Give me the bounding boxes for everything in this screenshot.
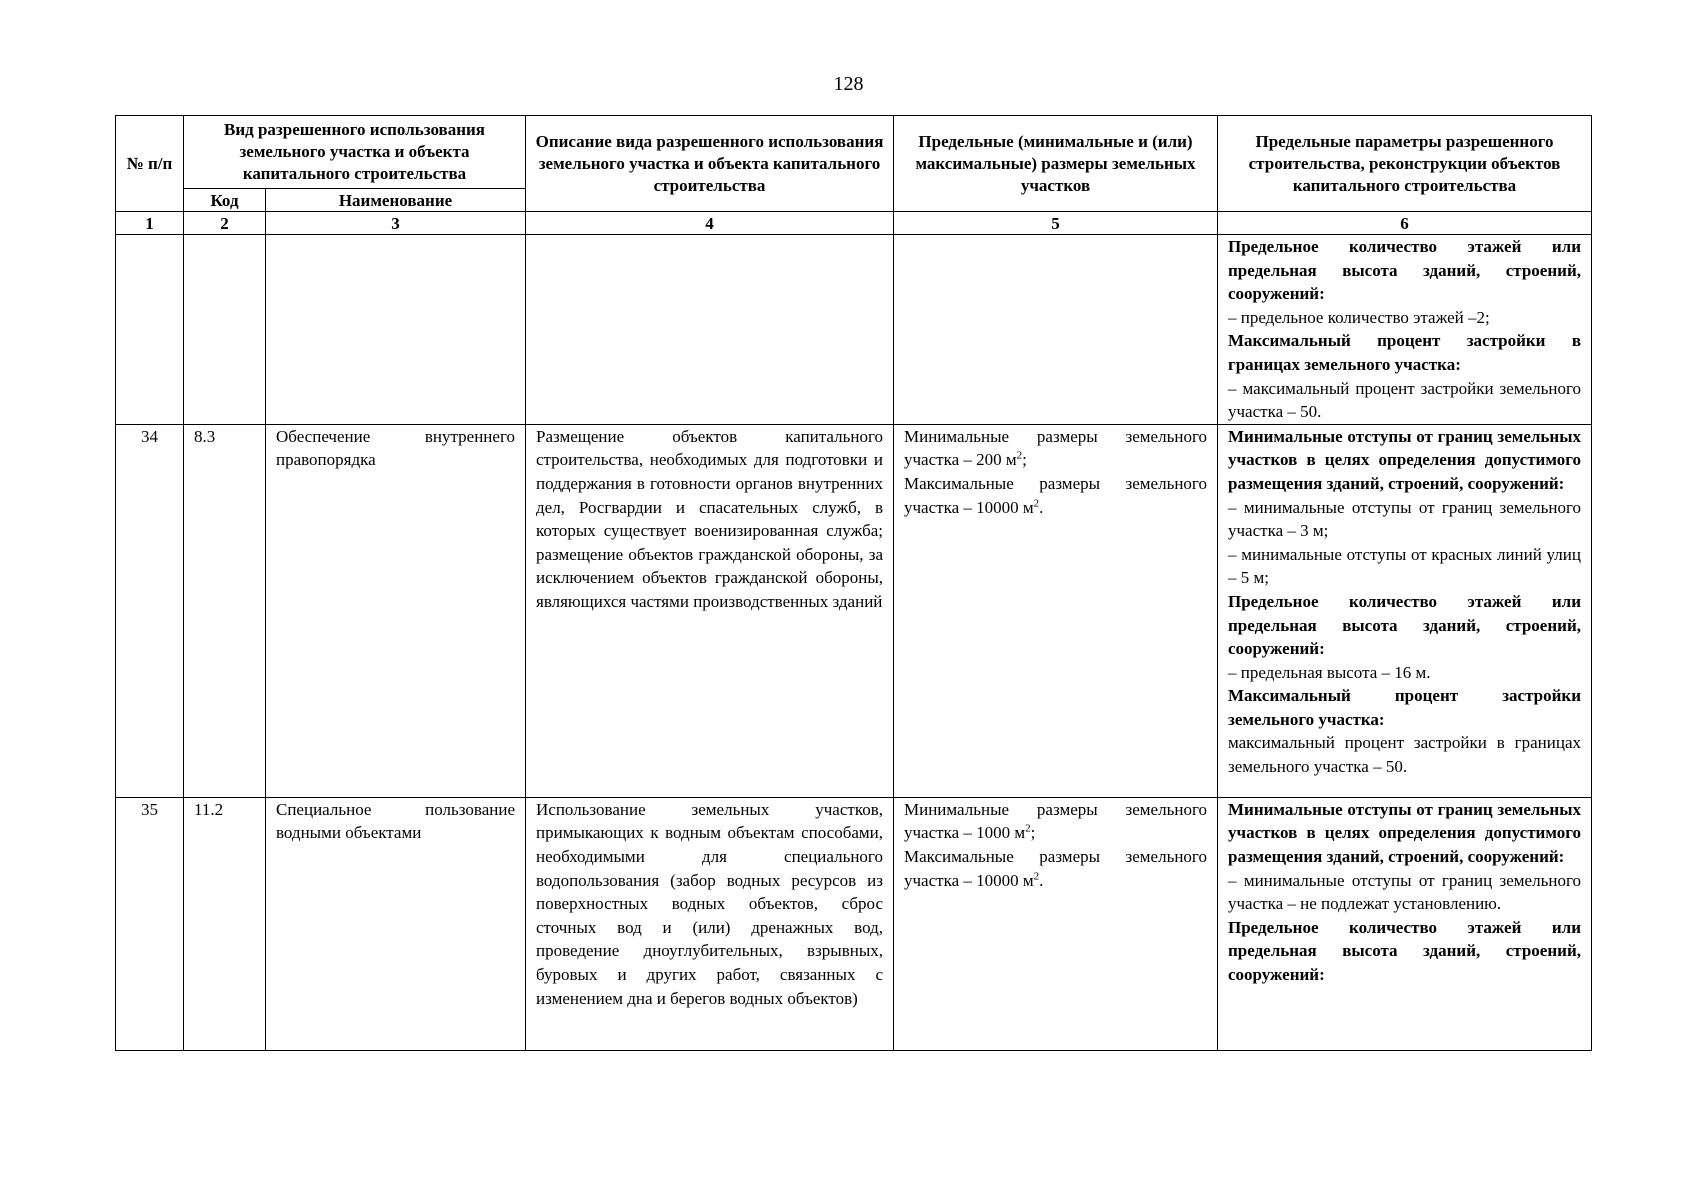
param-heading: Предельное количество этажей или предельная высота зданий, строений, сооружений: [1228,917,1581,984]
header-description: Описание вида разрешенного использования земельного участка и объекта капитального строительства [526,116,894,212]
row-description: Размещение объектов капитального строительства, необходимых для подготовки и поддержания в готовности органов внутренних дел, Росгвардии и спасательных служб, в которых существует военизированная служба; размещение объектов гражданской обороны, за исключением объектов гражданской обороны, являющихся частями производственных зданий [526,424,894,797]
header-params: Предельные параметры разрешенного строительства, реконструкции объектов капитального строительства [1218,116,1592,212]
size-unit-superscript: 2 [1033,496,1040,509]
column-number: 4 [526,212,894,235]
column-number: 1 [116,212,184,235]
page-number: 128 [833,73,864,95]
row-code: 11.2 [184,797,266,1050]
param-item: – минимальные отступы от красных линий улиц – 5 м; [1228,544,1581,588]
size-line [904,425,1207,472]
row-params [1218,797,1592,1050]
param-item: – минимальные отступы от границ земельного участка – не подлежат установлению. [1228,870,1581,914]
row-name: Обеспечение внутреннего правопорядка [266,424,526,797]
row-code: 8.3 [184,424,266,797]
row-sizes [894,797,1218,1050]
size-tail: . [1039,870,1044,890]
size-text: Максимальные размеры земельного участка – 10000 м [904,473,1207,517]
size-unit-superscript: 2 [1016,449,1023,462]
size-line [904,472,1207,519]
param-item: – предельное количество этажей –2; [1228,307,1490,327]
param-heading: Предельное количество этажей или предельная высота зданий, строений, сооружений: [1228,237,1581,304]
table-row [116,797,1592,1050]
column-number: 3 [266,212,526,235]
size-tail: ; [1022,450,1027,470]
row-params [1218,235,1592,425]
size-line [904,845,1207,892]
param-heading: Максимальный процент застройки земельного участка: [1228,686,1581,729]
header-code: Код [184,189,266,212]
size-text: Минимальные размеры земельного участка – 1000 м [904,799,1207,843]
row-description [526,235,894,425]
table-body [116,235,1592,1051]
zoning-table [115,115,1592,1051]
param-item: – минимальные отступы от границ земельного участка – 3 м; [1228,497,1581,541]
size-tail: ; [1030,823,1036,843]
size-unit-superscript: 2 [1025,822,1031,835]
row-sizes [894,424,1218,797]
column-number: 6 [1218,212,1592,235]
row-description: Использование земельных участков, примыкающих к водным объектам способами, необходимыми для специального водопользования (забор водных ресурсов из поверхностных водных объектов, сброс сточных вод и (или) дренажных вод, проведение дноуглубительных, взрывных, буровых и других работ, связанных с изменением дна и берегов водных объектов) [526,797,894,1050]
param-heading: Максимальный процент застройки в границах земельного участка: [1228,331,1581,374]
size-tail: . [1039,497,1044,517]
param-heading: Предельное количество этажей или предельная высота зданий, строений, сооружений: [1228,591,1581,659]
row-code [184,235,266,425]
header-row [116,116,1592,189]
row-number [116,235,184,425]
header-sizes: Предельные (минимальные и (или) максимальные) размеры земельных участков [894,116,1218,212]
header-num: № п/п [116,116,184,212]
table-row [116,424,1592,797]
header-vid: Вид разрешенного использования земельного участка и объекта капитального строительства [184,116,526,189]
param-heading: Минимальные отступы от границ земельных участков в целях определения допустимого размещения зданий, строений, сооружений: [1228,799,1581,866]
row-params [1218,424,1592,797]
row-sizes [894,235,1218,425]
size-text: Максимальные размеры земельного участка – 10000 м [904,846,1207,890]
column-number: 5 [894,212,1218,235]
size-text: Минимальные размеры земельного участка – 200 м [904,426,1207,470]
param-item: – максимальный процент застройки земельного участка – 50. [1228,378,1581,422]
size-line [904,798,1207,845]
param-item: максимальный процент застройки в границах земельного участка – 50. [1228,733,1581,777]
row-name [266,235,526,425]
param-heading: Минимальные отступы от границ земельных участков в целях определения допустимого размещения зданий, строений, сооружений: [1228,426,1581,493]
column-number: 2 [184,212,266,235]
header-name: Наименование [266,189,526,212]
size-unit-superscript: 2 [1033,869,1040,882]
table-row [116,235,1592,425]
param-item: – предельная высота – 16 м. [1228,662,1431,682]
row-name: Специальное пользование водными объектами [266,797,526,1050]
row-number: 35 [116,797,184,1050]
row-number: 34 [116,424,184,797]
column-number-row [116,212,1592,235]
